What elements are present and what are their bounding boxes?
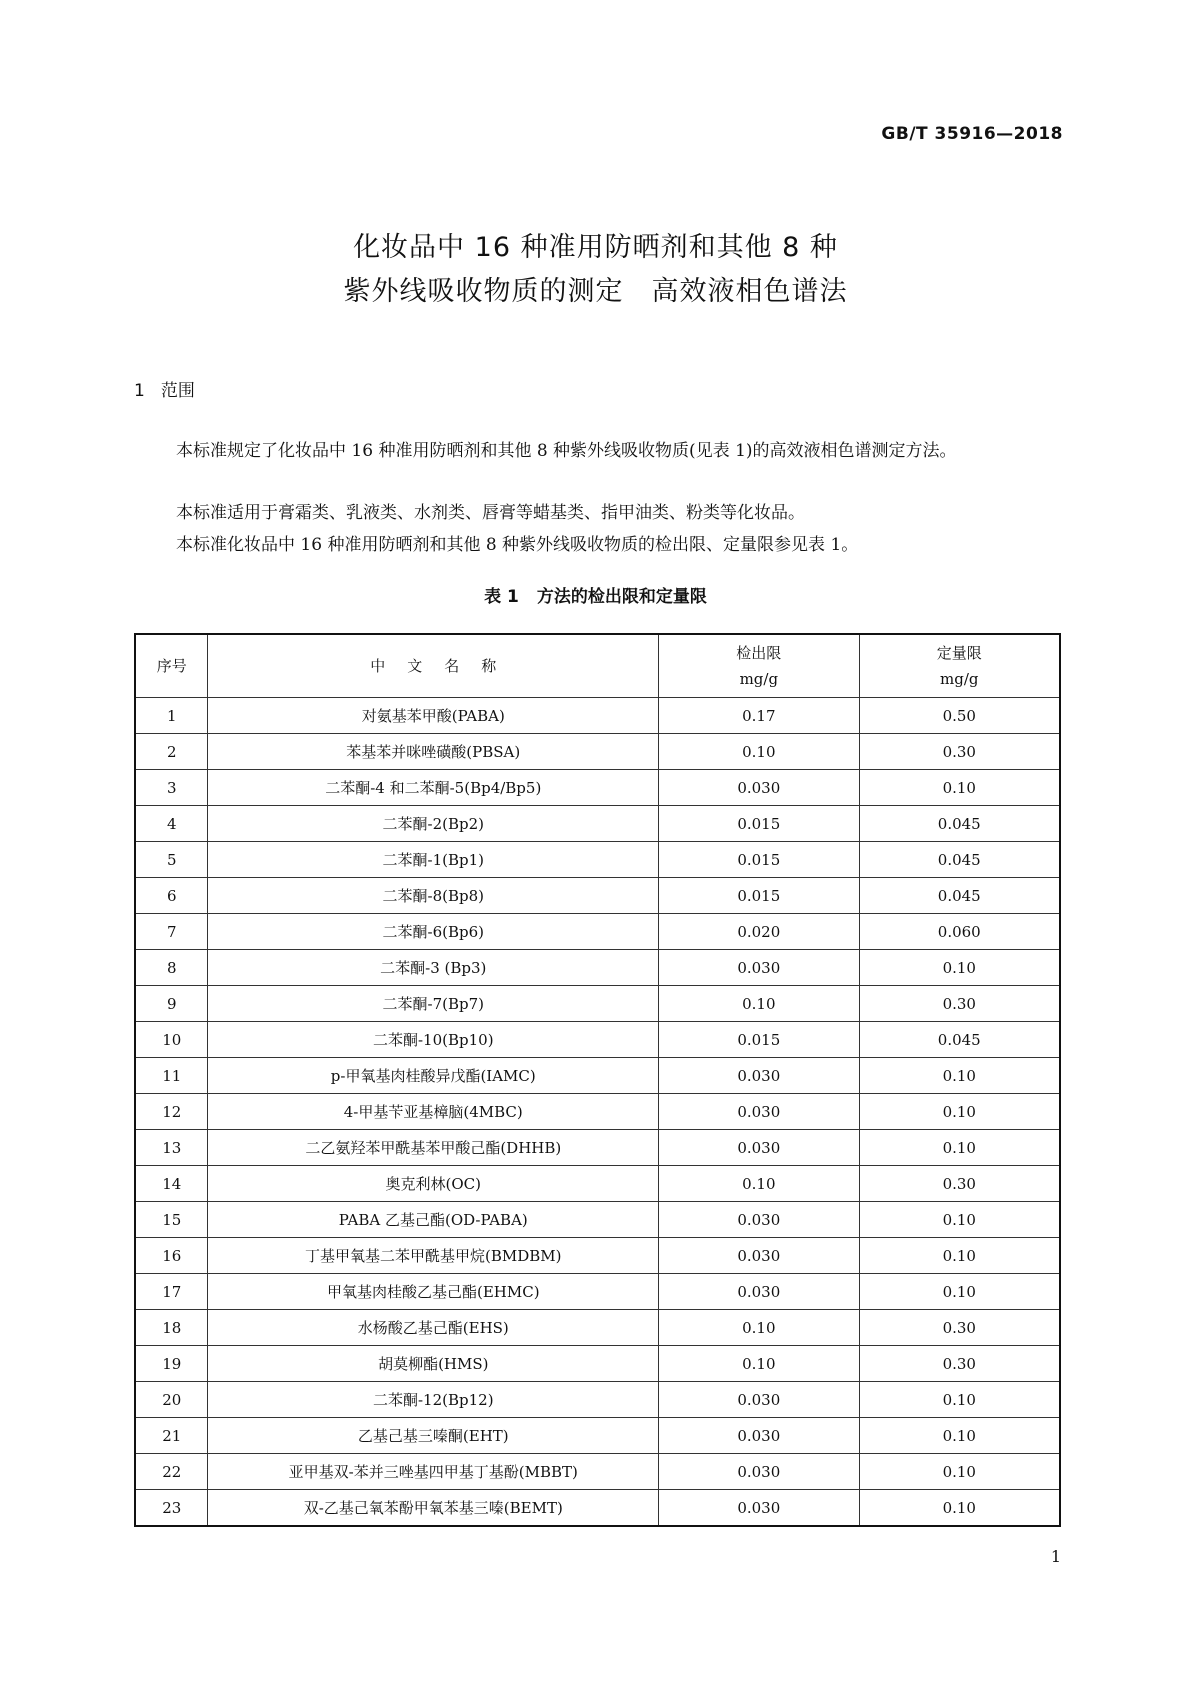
section-number: 1 — [134, 381, 145, 401]
cell-quantification-limit: 0.060 — [859, 914, 1060, 950]
title-line-2: 紫外线吸收物质的测定 高效液相色谱法 — [343, 276, 848, 307]
section-title: 范围 — [160, 381, 195, 401]
table-row — [135, 1202, 1060, 1238]
cell-quantification-limit: 0.30 — [859, 734, 1060, 770]
cell-compound-name: 奥克利林(OC) — [208, 1166, 659, 1202]
table-row — [135, 1454, 1060, 1490]
table-caption-number: 表 1 — [484, 587, 519, 607]
cell-quantification-limit: 0.10 — [859, 1130, 1060, 1166]
section-heading — [134, 376, 195, 401]
cell-detection-limit: 0.030 — [659, 1238, 859, 1274]
cell-serial-number: 18 — [135, 1310, 208, 1346]
table-row — [135, 770, 1060, 806]
cell-compound-name: 二苯酮-12(Bp12) — [208, 1382, 659, 1418]
cell-serial-number: 11 — [135, 1058, 208, 1094]
cell-quantification-limit: 0.10 — [859, 1490, 1060, 1527]
cell-compound-name: 乙基己基三嗪酮(EHT) — [208, 1418, 659, 1454]
cell-quantification-limit: 0.045 — [859, 842, 1060, 878]
cell-detection-limit: 0.020 — [659, 914, 859, 950]
cell-detection-limit: 0.17 — [659, 698, 859, 734]
cell-quantification-limit: 0.10 — [859, 1454, 1060, 1490]
cell-quantification-limit: 0.30 — [859, 1310, 1060, 1346]
cell-compound-name: PABA 乙基己酯(OD-PABA) — [208, 1202, 659, 1238]
cell-serial-number: 22 — [135, 1454, 208, 1490]
header-loq-label: 定量限 — [936, 644, 982, 662]
cell-compound-name: 二乙氨羟苯甲酰基苯甲酸己酯(DHHB) — [208, 1130, 659, 1166]
table-row — [135, 1418, 1060, 1454]
header-chinese-name-text: 中文名称 — [370, 657, 519, 675]
cell-compound-name: 甲氧基肉桂酸乙基己酯(EHMC) — [208, 1274, 659, 1310]
header-serial-number: 序号 — [135, 634, 208, 698]
table-row — [135, 806, 1060, 842]
cell-compound-name: p-甲氧基肉桂酸异戊酯(IAMC) — [208, 1058, 659, 1094]
page-number: 1 — [1050, 1547, 1061, 1566]
cell-serial-number: 21 — [135, 1418, 208, 1454]
table-row — [135, 1274, 1060, 1310]
table-row — [135, 1094, 1060, 1130]
cell-detection-limit: 0.015 — [659, 878, 859, 914]
header-quantification-limit — [859, 634, 1060, 698]
title-line-1: 化妆品中 16 种准用防晒剂和其他 8 种 — [353, 232, 838, 263]
cell-detection-limit: 0.10 — [659, 734, 859, 770]
cell-quantification-limit: 0.10 — [859, 950, 1060, 986]
table-row — [135, 878, 1060, 914]
cell-serial-number: 12 — [135, 1094, 208, 1130]
table-row — [135, 950, 1060, 986]
cell-quantification-limit: 0.045 — [859, 806, 1060, 842]
cell-detection-limit: 0.030 — [659, 1418, 859, 1454]
cell-compound-name: 双-乙基己氧苯酚甲氧苯基三嗪(BEMT) — [208, 1490, 659, 1527]
cell-detection-limit: 0.030 — [659, 1094, 859, 1130]
cell-serial-number: 7 — [135, 914, 208, 950]
detection-limits-table — [134, 633, 1061, 1527]
document-title — [0, 226, 1191, 314]
cell-serial-number: 9 — [135, 986, 208, 1022]
standard-code: GB/T 35916—2018 — [881, 124, 1063, 144]
header-lod-label: 检出限 — [736, 644, 782, 662]
cell-compound-name: 二苯酮-1(Bp1) — [208, 842, 659, 878]
cell-quantification-limit: 0.045 — [859, 878, 1060, 914]
cell-serial-number: 10 — [135, 1022, 208, 1058]
table-row — [135, 1490, 1060, 1527]
cell-compound-name: 二苯酮-3 (Bp3) — [208, 950, 659, 986]
cell-quantification-limit: 0.10 — [859, 1274, 1060, 1310]
header-detection-limit — [659, 634, 859, 698]
cell-detection-limit: 0.030 — [659, 1130, 859, 1166]
cell-serial-number: 8 — [135, 950, 208, 986]
cell-serial-number: 16 — [135, 1238, 208, 1274]
cell-serial-number: 23 — [135, 1490, 208, 1527]
cell-serial-number: 4 — [135, 806, 208, 842]
cell-detection-limit: 0.030 — [659, 1058, 859, 1094]
cell-serial-number: 14 — [135, 1166, 208, 1202]
cell-compound-name: 亚甲基双-苯并三唑基四甲基丁基酚(MBBT) — [208, 1454, 659, 1490]
cell-serial-number: 3 — [135, 770, 208, 806]
table-row — [135, 1238, 1060, 1274]
table-row — [135, 842, 1060, 878]
cell-serial-number: 1 — [135, 698, 208, 734]
cell-quantification-limit: 0.045 — [859, 1022, 1060, 1058]
cell-quantification-limit: 0.30 — [859, 1166, 1060, 1202]
header-chinese-name — [208, 634, 659, 698]
cell-detection-limit: 0.030 — [659, 1202, 859, 1238]
cell-serial-number: 19 — [135, 1346, 208, 1382]
cell-quantification-limit: 0.10 — [859, 1058, 1060, 1094]
header-lod-unit: mg/g — [739, 670, 779, 688]
table-caption — [0, 582, 1191, 607]
table-row — [135, 986, 1060, 1022]
cell-compound-name: 二苯酮-7(Bp7) — [208, 986, 659, 1022]
table-caption-text: 方法的检出限和定量限 — [536, 587, 707, 607]
cell-detection-limit: 0.015 — [659, 842, 859, 878]
cell-compound-name: 二苯酮-8(Bp8) — [208, 878, 659, 914]
table-row — [135, 734, 1060, 770]
table-row — [135, 1346, 1060, 1382]
cell-serial-number: 6 — [135, 878, 208, 914]
cell-detection-limit: 0.030 — [659, 1274, 859, 1310]
cell-compound-name: 胡莫柳酯(HMS) — [208, 1346, 659, 1382]
cell-detection-limit: 0.030 — [659, 770, 859, 806]
cell-compound-name: 二苯酮-2(Bp2) — [208, 806, 659, 842]
cell-detection-limit: 0.10 — [659, 1346, 859, 1382]
cell-compound-name: 4-甲基苄亚基樟脑(4MBC) — [208, 1094, 659, 1130]
cell-compound-name: 二苯酮-4 和二苯酮-5(Bp4/Bp5) — [208, 770, 659, 806]
cell-quantification-limit: 0.10 — [859, 1202, 1060, 1238]
header-loq-unit: mg/g — [940, 670, 979, 688]
table-row — [135, 1058, 1060, 1094]
cell-serial-number: 13 — [135, 1130, 208, 1166]
cell-quantification-limit: 0.10 — [859, 1238, 1060, 1274]
cell-serial-number: 15 — [135, 1202, 208, 1238]
cell-detection-limit: 0.030 — [659, 1490, 859, 1527]
cell-quantification-limit: 0.30 — [859, 986, 1060, 1022]
cell-serial-number: 5 — [135, 842, 208, 878]
table-row — [135, 1382, 1060, 1418]
table-header-row — [135, 634, 1060, 698]
table-row — [135, 1022, 1060, 1058]
cell-detection-limit: 0.10 — [659, 1166, 859, 1202]
cell-detection-limit: 0.030 — [659, 1382, 859, 1418]
table-row — [135, 1130, 1060, 1166]
table-row — [135, 698, 1060, 734]
cell-quantification-limit: 0.10 — [859, 770, 1060, 806]
cell-detection-limit: 0.015 — [659, 806, 859, 842]
cell-quantification-limit: 0.50 — [859, 698, 1060, 734]
cell-serial-number: 2 — [135, 734, 208, 770]
cell-serial-number: 20 — [135, 1382, 208, 1418]
cell-detection-limit: 0.10 — [659, 1310, 859, 1346]
scope-paragraph-2: 本标准适用于膏霜类、乳液类、水剂类、唇膏等蜡基类、指甲油类、粉类等化妆品。 — [176, 503, 805, 523]
cell-quantification-limit: 0.10 — [859, 1418, 1060, 1454]
cell-compound-name: 二苯酮-10(Bp10) — [208, 1022, 659, 1058]
cell-compound-name: 苯基苯并咪唑磺酸(PBSA) — [208, 734, 659, 770]
table-row — [135, 1310, 1060, 1346]
cell-detection-limit: 0.015 — [659, 1022, 859, 1058]
table-row — [135, 914, 1060, 950]
cell-compound-name: 水杨酸乙基己酯(EHS) — [208, 1310, 659, 1346]
table-body — [135, 698, 1060, 1527]
cell-detection-limit: 0.030 — [659, 950, 859, 986]
scope-paragraph-3: 本标准化妆品中 16 种准用防晒剂和其他 8 种紫外线吸收物质的检出限、定量限参见表 1。 — [176, 535, 859, 555]
scope-paragraph-1: 本标准规定了化妆品中 16 种准用防晒剂和其他 8 种紫外线吸收物质(见表 1)的高效液相色谱测定方法。 — [176, 441, 957, 461]
cell-quantification-limit: 0.10 — [859, 1094, 1060, 1130]
cell-quantification-limit: 0.10 — [859, 1382, 1060, 1418]
cell-quantification-limit: 0.30 — [859, 1346, 1060, 1382]
cell-compound-name: 丁基甲氧基二苯甲酰基甲烷(BMDBM) — [208, 1238, 659, 1274]
cell-compound-name: 对氨基苯甲酸(PABA) — [208, 698, 659, 734]
cell-detection-limit: 0.030 — [659, 1454, 859, 1490]
cell-detection-limit: 0.10 — [659, 986, 859, 1022]
cell-serial-number: 17 — [135, 1274, 208, 1310]
table-row — [135, 1166, 1060, 1202]
cell-compound-name: 二苯酮-6(Bp6) — [208, 914, 659, 950]
